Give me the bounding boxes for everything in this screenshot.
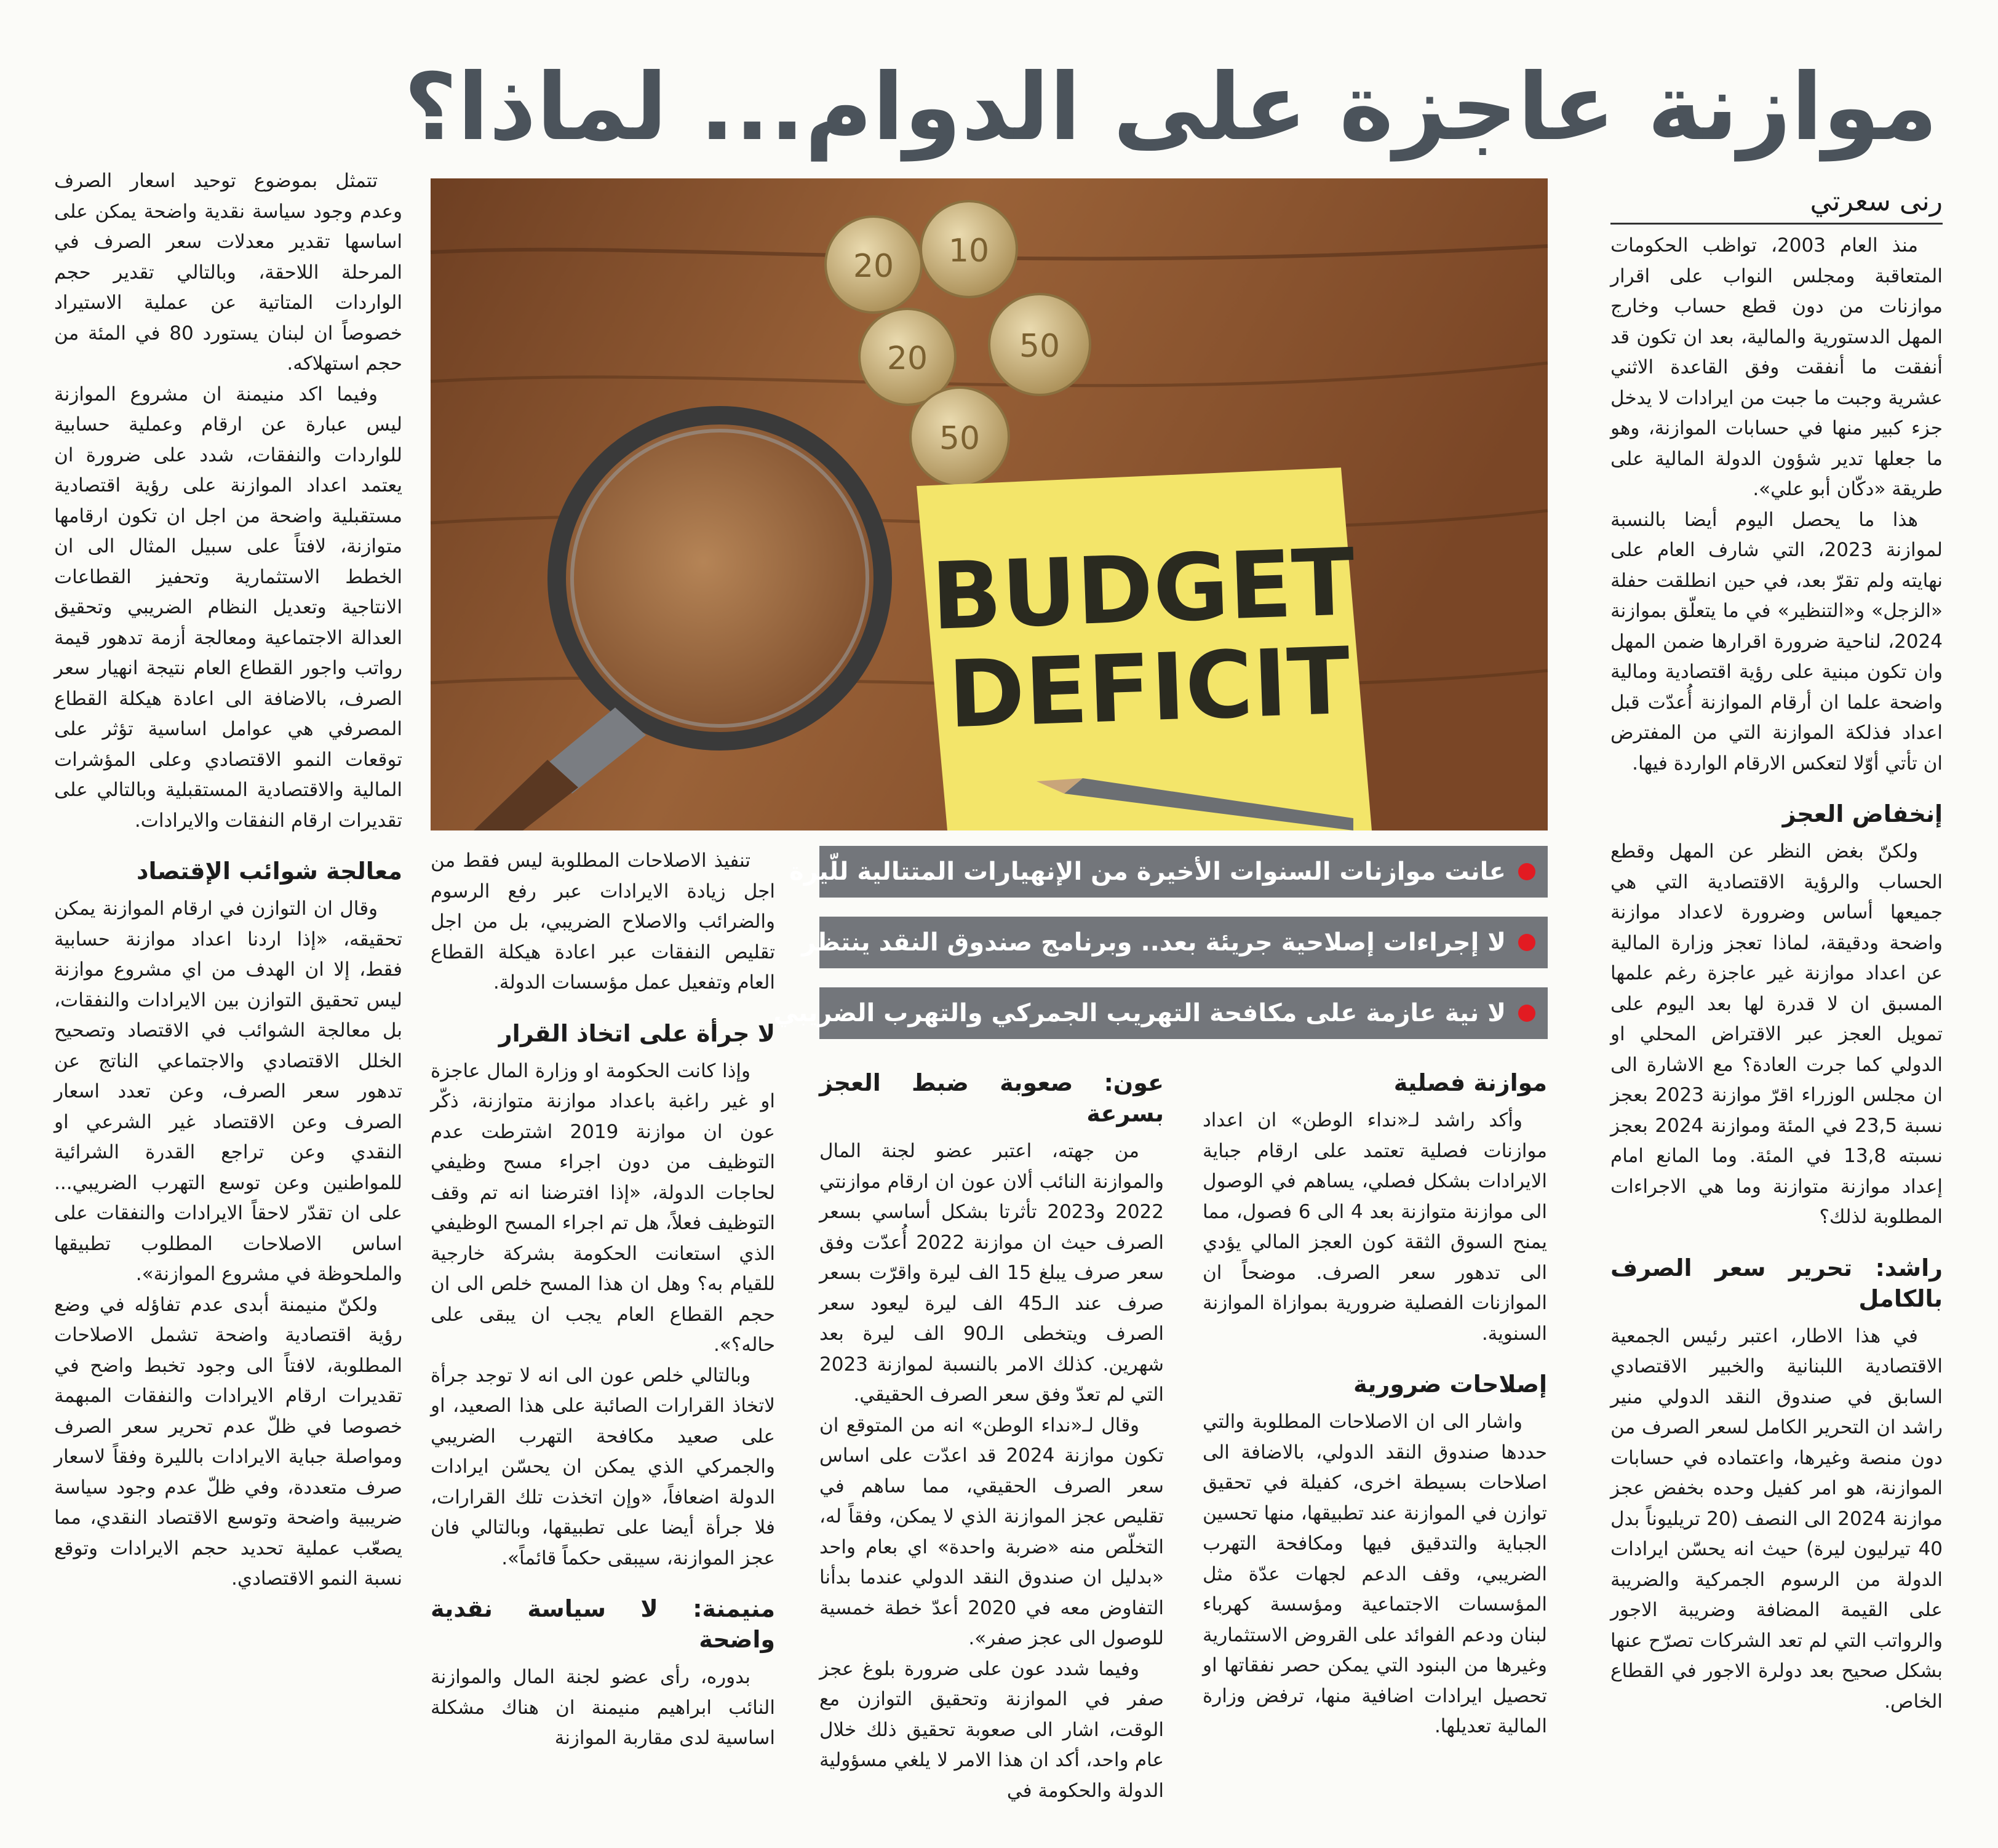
note-text-deficit: DEFICIT [946,627,1352,749]
paragraph: واشار الى ان الاصلاحات المطلوبة والتي حددها صندوق النقد الدولي، بالاضافة الى اصلاحات بسيطة اخرى، كفيلة في تحقيق توازن في الموازنة عند تطبيقها، منها تحسين الجباية والتدقيق فيها ومكافحة التهرب الضريبي، وقف الدعم لجهات عدّة مثل المؤسسات الاجتماعية ومؤسسة كهرباء لبنان ودعم الفوائد على القروض الاستثمارية وغيرها من البنود التي يمكن حصر نفقاتها او تحصيل ايرادات اضافية منها، ترفض وزارة المالية تعديلها. [1203,1411,1547,1737]
paragraph: تنفيذ الاصلاحات المطلوبة ليس فقط من اجل زيادة الايرادات عبر رفع الرسوم والضرائب والاصلاح الضريبي، بل من اجل تقليص النفقات عبر اعادة هيكلة القطاع العام وتفعيل عمل مؤسسات الدولة. [431,850,775,994]
subheading: معالجة شوائب الإقتصاد [136,858,402,885]
red-bullet-icon [1518,934,1535,951]
coin-label: 20 [853,248,894,285]
subheading: منيمنة: لا سياسة نقدية واضحة [431,1595,775,1653]
paragraph: من جهته، اعتبر عضو لجنة المال والموازنة النائب ألان عون ان ارقام موازنتي 2022 و2023 تأثرتا بشكل أساسي بسعر الصرف حيث ان موازنة 2022 أُعدّت وفق سعر صرف يبلغ 15 الف ليرة واقرّت بسعر صرف عند الـ45 الف ليرة ليعود سعر الصرف ويتخطى الـ90 الف ليرة بعد شهرين. كذلك الامر بالنسبة لموازنة 2023 التي لم تعدّ وفق سعر الصرف الحقيقي. [819,1140,1164,1406]
paragraph: هذا ما يحصل اليوم أيضا بالنسبة لموازنة 2023، التي شارف العام على نهايته ولم تقرّ بعد، في حين انطلقت حفلة «الزجل» و«التنظير» في ما يتعلّق بموازنة 2024، لناحية ضرورة اقرارها ضمن المهل وان تكون مبنية على رؤية اقتصادية ومالية واضحة علما ان أرقام الموازنة أُعدّت قبل اعداد فذلكة الموازنة التي من المفترض ان تأتي أوّلا لتعكس الارقام الواردة فيها. [1610,508,1943,775]
paragraph: وقال ان التوازن في ارقام الموازنة يمكن تحقيقه، «إذا اردنا اعداد موازنة حسابية فقط، إلا ان الهدف من اي مشروع موازنة ليس تحقيق التوازن بين الايرادات والنفقات، بل معالجة الشوائب في الاقتصاد وتصحيح الخلل الاقتصادي والاجتماعي الناتج عن تدهور سعر الصرف، وعن تعدد اسعار الصرف وعن الاقتصاد غير الشرعي او النقدي وعن تراجع القدرة الشرائية للمواطنين وعن توسع التهرب الضريبي... على ان تقدّر لاحقاً الايرادات والنفقات على اساس الاصلاحات المطلوب تطبيقها والملحوظة في مشروع الموازنة». [54,898,402,1285]
callout-text: لا نية عازمة على مكافحة التهريب الجمركي والتهرب الضريبي [773,999,1506,1027]
subheading: لا جرأة على اتخاذ القرار [498,1019,775,1047]
note-text-budget: BUDGET [929,529,1357,651]
coin-label: 10 [948,233,990,269]
paragraph: بدوره، رأى عضو لجنة المال والموازنة النائب ابراهيم منيمنة ان هناك مشكلة اساسية لدى مقاربة الموازنة [431,1666,775,1749]
column-middle-3 [431,846,775,1842]
callout-box [773,846,1548,1043]
paragraph: ولكنّ بغض النظر عن المهل وقطع الحساب والرؤية الاقتصادية التي هي جميعها أساس وضرورة لاعداد موازنة واضحة ودقيقة، لماذا تعجز وزارة المالية عن اعداد موازنة غير عاجزة رغم علمها المسبق ان لا قدرة لها بعد اليوم على تمويل العجز عبر الاقتراض المحلي او الدولي كما جرت العادة؟ مع الاشارة الى ان مجلس الوزراء اقرّ موازنة 2023 بعجز نسبة 23,5 في المئة وموازنة 2024 بعجز نسبته 13,8 في المئة. وما المانع امام إعداد موازنة متوازنة وما هي الاجراءات المطلوبة لذلك؟ [1610,840,1943,1228]
callout-text: لا إجراءات إصلاحية جريئة بعد.. وبرنامج صندوق النقد ينتظر [802,928,1506,957]
column-right [1610,231,1943,1842]
paragraph: وقال لـ«نداء الوطن» انه من المتوقع ان تكون موازنة 2024 قد اعدّت على اساس سعر الصرف الحقيقي، مما ساهم في تقليص عجز الموازنة الذي لا يمكن، وفقاً له، التخلّص منه «ضربة واحدة» اي بعام واحد «بدليل ان صندوق النقد الدولي عندما بدأنا التفاوض معه في 2020 أعدّ خطة خمسية للوصول الى عجز صفر». [819,1414,1164,1649]
paragraph: تتمثل بموضوع توحيد اسعار الصرف وعدم وجود سياسة نقدية واضحة يمكن على اساسها تقدير معدلات سعر الصرف في المرحلة اللاحقة، وبالتالي تقدير حجم الواردات المتاتية عن عملية الاستيراد خصوصاً ان لبنان يستورد 80 في المئة من حجم استهلاكه. [54,170,402,375]
coin-label: 50 [1019,328,1061,365]
paragraph: منذ العام 2003، تواظب الحكومات المتعاقبة ومجلس النواب على اقرار موازنات من دون قطع حساب وخارج المهل الدستورية والمالية، بعد ان تكون قد أنفقت ما أنفقت وفق القاعدة الاثني عشرية وجبت ما جبت من ايرادات لا يدخل جزء كبير منها في حسابات الموازنة، وهو ما جعلها تدير شؤون الدولة المالية على طريقة «دكّان أبو علي». [1610,234,1943,500]
subheading: موازنة فصلية [1393,1069,1547,1096]
callout-text: عانت موازنات السنوات الأخيرة من الإنهيارات المتتالية للّيرة [789,858,1506,886]
paragraph: وأكد راشد لـ«نداء الوطن» ان اعداد موازنات فصلية تعتمد على ارقام جباية الايرادات بشكل فصلي، يساهم في الوصول الى موازنة متوازنة بعد 4 الى 6 فصول، مما يمنح السوق الثقة كون العجز المالي يؤدي الى تدهور سعر الصرف. موضحاً ان الموازنات الفصلية ضرورية بموازاة الموازنة السنوية. [1203,1109,1547,1345]
subheading: إنخفاض العجز [1782,800,1943,827]
budget-deficit-photo [431,178,1548,830]
sticky-note [917,468,1372,830]
article-photo [431,178,1548,830]
coin-label: 20 [886,340,928,377]
subheading: راشد: تحرير سعر الصرف بالكامل [1610,1254,1943,1312]
paragraph: في هذا الاطار، اعتبر رئيس الجمعية الاقتصادية اللبنانية والخبير الاقتصادي السابق في صندوق النقد الدولي منير راشد ان التحرير الكامل لسعر الصرف من دون منصة وغيرها، واعتماده في حسابات الموازنة، هو امر كفيل وحده بخفض عجز موازنة 2024 الى النصف (20 تريليوناً بدل 40 تيرليون ليرة) حيث انه يحسّن ايرادات الدولة من الرسوم الجمركية والضريبة على القيمة المضافة وضريبة الاجور والرواتب التي لم تعد الشركات تصرّح عنها بشكل صحيح بعد دولرة الاجور في القطاع الخاص. [1610,1324,1943,1713]
author-byline: رنى سعرتي [1810,186,1943,217]
paragraph: وإذا كانت الحكومة او وزارة المال عاجزة او غير راغبة باعداد موازنة متوازنة، ذكّر عون ان موازنة 2019 اشترطت عدم التوظيف من دون اجراء مسح وظيفي لحاجات الدولة، «إذا افترضنا انه تم وقف التوظيف فعلاً، هل تم اجراء المسح الوظيفي الذي استعانت الحكومة بشركة خارجية للقيام به؟ وهل ان هذا المسح خلص الى ان حجم القطاع العام يجب ان يبقى على حاله؟». [431,1059,775,1356]
byline-rule [1610,223,1943,225]
column-middle-2 [819,1067,1164,1842]
paragraph: وفيما شدد عون على ضرورة بلوغ عجز صفر في الموازنة وتحقيق التوازن مع الوقت، اشار الى صعوبة تحقيق ذلك خلال عام واحد، أكد ان هذا الامر لا يلغي مسؤولية الدولة والحكومة في [819,1657,1164,1802]
column-middle-1 [1203,1067,1547,1842]
paragraph: وبالتالي خلص عون الى انه لا توجد جرأة لاتخاذ القرارات الصائبة على هذا الصعيد، او على صعيد مكافحة التهرب الضريبي والجمركي الذي يمكن ان يحسّن ايرادات الدولة اضعافاً، «وإن اتخذت تلك القرارات، فلا جرأة أيضا على تطبيقها، وبالتالي فان عجز الموازنة، سيبقى حكماً قائماً». [431,1364,775,1569]
callout [789,846,1548,898]
coin-label: 50 [939,420,981,457]
paragraph: وفيما اكد منيمنة ان مشروع الموازنة ليس عبارة عن ارقام وعملية حسابية للواردات والنفقات، شدد على ضرورة ان يعتمد اعداد الموازنة على رؤية اقتصادية مستقبلية واضحة من اجل ان تكون ارقامها متوازنة، لافتاً على سبيل المثال الى ان الخطط الاستثمارية وتحفيز القطاعات الانتاجية وتعديل النظام الضريبي وتحقيق العدالة الاجتماعية ومعالجة أزمة تدهور قيمة رواتب واجور القطاع العام نتيجة انهيار سعر الصرف، بالاضافة الى اعادة هيكلة القطاع المصرفي هي عوامل اساسية تؤثر على توقعات النمو الاقتصادي وعلى المؤشرات المالية والاقتصادية المستقبلية وبالتالي على تقديرات ارقام النفقات والايرادات. [54,383,402,832]
subheading: إصلاحات ضرورية [1353,1371,1547,1398]
red-bullet-icon [1518,1005,1535,1022]
column-left [54,166,402,1839]
callout [773,987,1548,1039]
subheading: عون: صعوبة ضبط العجز بسرعة [819,1069,1164,1127]
red-bullet-icon [1518,863,1535,880]
paragraph: ولكنّ منيمنة أبدى عدم تفاؤله في وضع رؤية اقتصادية واضحة تشمل الاصلاحات المطلوبة، لافتاً الى وجود تخبط واضح في تقديرات ارقام الايرادات والنفقات المبهمة خصوصا في ظلّ عدم تحرير سعر الصرف ومواصلة جباية الايرادات بالليرة وفقاً لاسعار صرف متعددة، وفي ظلّ عدم وجود سياسة ضريبية واضحة وتوسع الاقتصاد النقدي، مما يصعّب عملية تحديد حجم الايرادات وتوقع نسبة النمو الاقتصادي. [54,1293,402,1590]
headline: موازنة عاجزة على الدوام... لماذا؟ [404,54,1938,161]
callout [802,917,1548,968]
